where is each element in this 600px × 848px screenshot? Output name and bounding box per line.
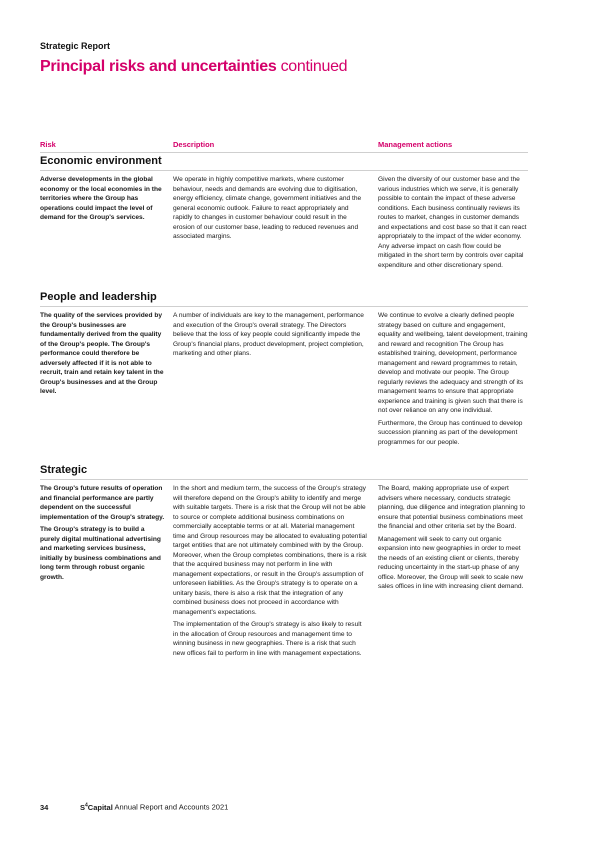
section-title: Economic environment <box>40 154 528 171</box>
report-label: Strategic Report <box>40 41 111 51</box>
column-header-description: Description <box>173 140 215 149</box>
page-number: 34 <box>40 802 49 812</box>
section-title: People and leadership <box>40 290 528 307</box>
section-economic-environment <box>40 154 528 269</box>
publication-title: Annual Report and Accounts 2021 <box>114 802 229 812</box>
page-title <box>40 58 347 76</box>
description-text: A number of individuals are key to the management, performance and execution of the Group's overall strategy. The Directors believe that the loss of key people could significantly impede the Group's financial plans, product development, project completion, marketing and other plans. <box>173 312 364 357</box>
brand-logo: $S^4Capital$ <box>80 802 113 812</box>
risk-text: The Group's future results of operation and financial performance are partly dependent on the successful implementation of the Group's strategy. The Group's strategy is to build a purely digital multinational advertising and marketing services business, initially by business combinations and long term through robust organic growth. <box>40 485 165 581</box>
page-footer <box>40 802 228 812</box>
section-people-and-leadership <box>40 290 528 446</box>
section-title: Strategic <box>40 463 528 480</box>
management-text: The Board, making appropriate use of expert advisers where necessary, conducts strategic planning, due diligence and integration planning to ensure that potential business combinations meet the financial and other criteria set by the Board. Management will seek to carry out organic expansion into new geographies in order to meet the needs of an existing client or clients, thereby reducing uncertainty in the start-up phase of any office. Moreover, the Group will seek to scale new sales offices in line with increasing client demand. <box>378 485 526 590</box>
section-strategic <box>40 463 528 657</box>
title-suffix: continued <box>280 58 348 75</box>
risk-text: The quality of the services provided by the Group's businesses are fundamentally derived from the quality of the Group's people. The Group's performance could therefore be adversely affected if it is not able to recruit, train and retain key talent in the Group's businesses and at the Group level. <box>40 312 164 395</box>
title-main: Principal risks and uncertainties <box>40 58 277 75</box>
page <box>40 0 528 848</box>
column-header-management: Management actions <box>378 140 453 149</box>
column-headers <box>40 140 528 153</box>
management-text: Given the diversity of our customer base and the various industries which we serve, it is generally possible to contain the impact of these adverse conditions. Each business continually reviews its routes to market, changes in customer demands and expectations and cost base so that it can react appropriately to the impact of the wider economy. Any adverse impact on cash flow could be mitigated in the short term by controls over capital expenditure and other discretionary spend. <box>378 176 527 269</box>
management-text: We continue to evolve a clearly defined people strategy based on culture and engagement, equality and wellbeing, talent development, training and reward and recognition The Group has established training, development, performance management and reward programmes to retain, develop and motivate our people. The Group regularly reviews the adequacy and strength of its management teams to ensure that appropriate experience and training is given such that there is not over reliance on any one individual. Furthermore, the Group has continued to develop succession planning as part of the development programmes for our people. <box>378 312 528 446</box>
description-text: In the short and medium term, the success of the Group's strategy will therefore depend on the Group's ability to identify and merge with suitable targets. There is a risk that the Group will not be able to source or complete additional business combinations on commercially acceptable terms or at all. Material management time and Group resources may be allocated to evaluating potential target entities that are not ultimately combined with by the Group. Moreover, when the Group completes combinations, there is a risk that the acquired business may not perform in line with management expectations, or result in the Group's assumption of unforeseen liabilities. As the Group's strategy is to operate on a unitary basis, there is also a risk that the integration of any combined business does not proceed in accordance with management's expectations. The implementation of the Group's strategy is also likely to result in the allocation of Group resources and management time to winning business in new geographies. There is a risk that such new offices fail to perform in line with management expectations. <box>173 485 367 657</box>
risk-text: Adverse developments in the global economy or the local economies in the territories where the Group has operations could impact the level of demand for the Group's services. <box>40 176 162 221</box>
column-header-risk: Risk <box>40 140 56 149</box>
description-text: We operate in highly competitive markets, where customer behaviour, needs and demands are evolving due to digitisation, energy efficiency, climate change, government initiatives and the general economic outlook. Failure to react appropriately and rapidly to changes in customer behaviour could result in the erosion of our customer base, leading to reduced revenues and associated margins. <box>173 176 362 240</box>
